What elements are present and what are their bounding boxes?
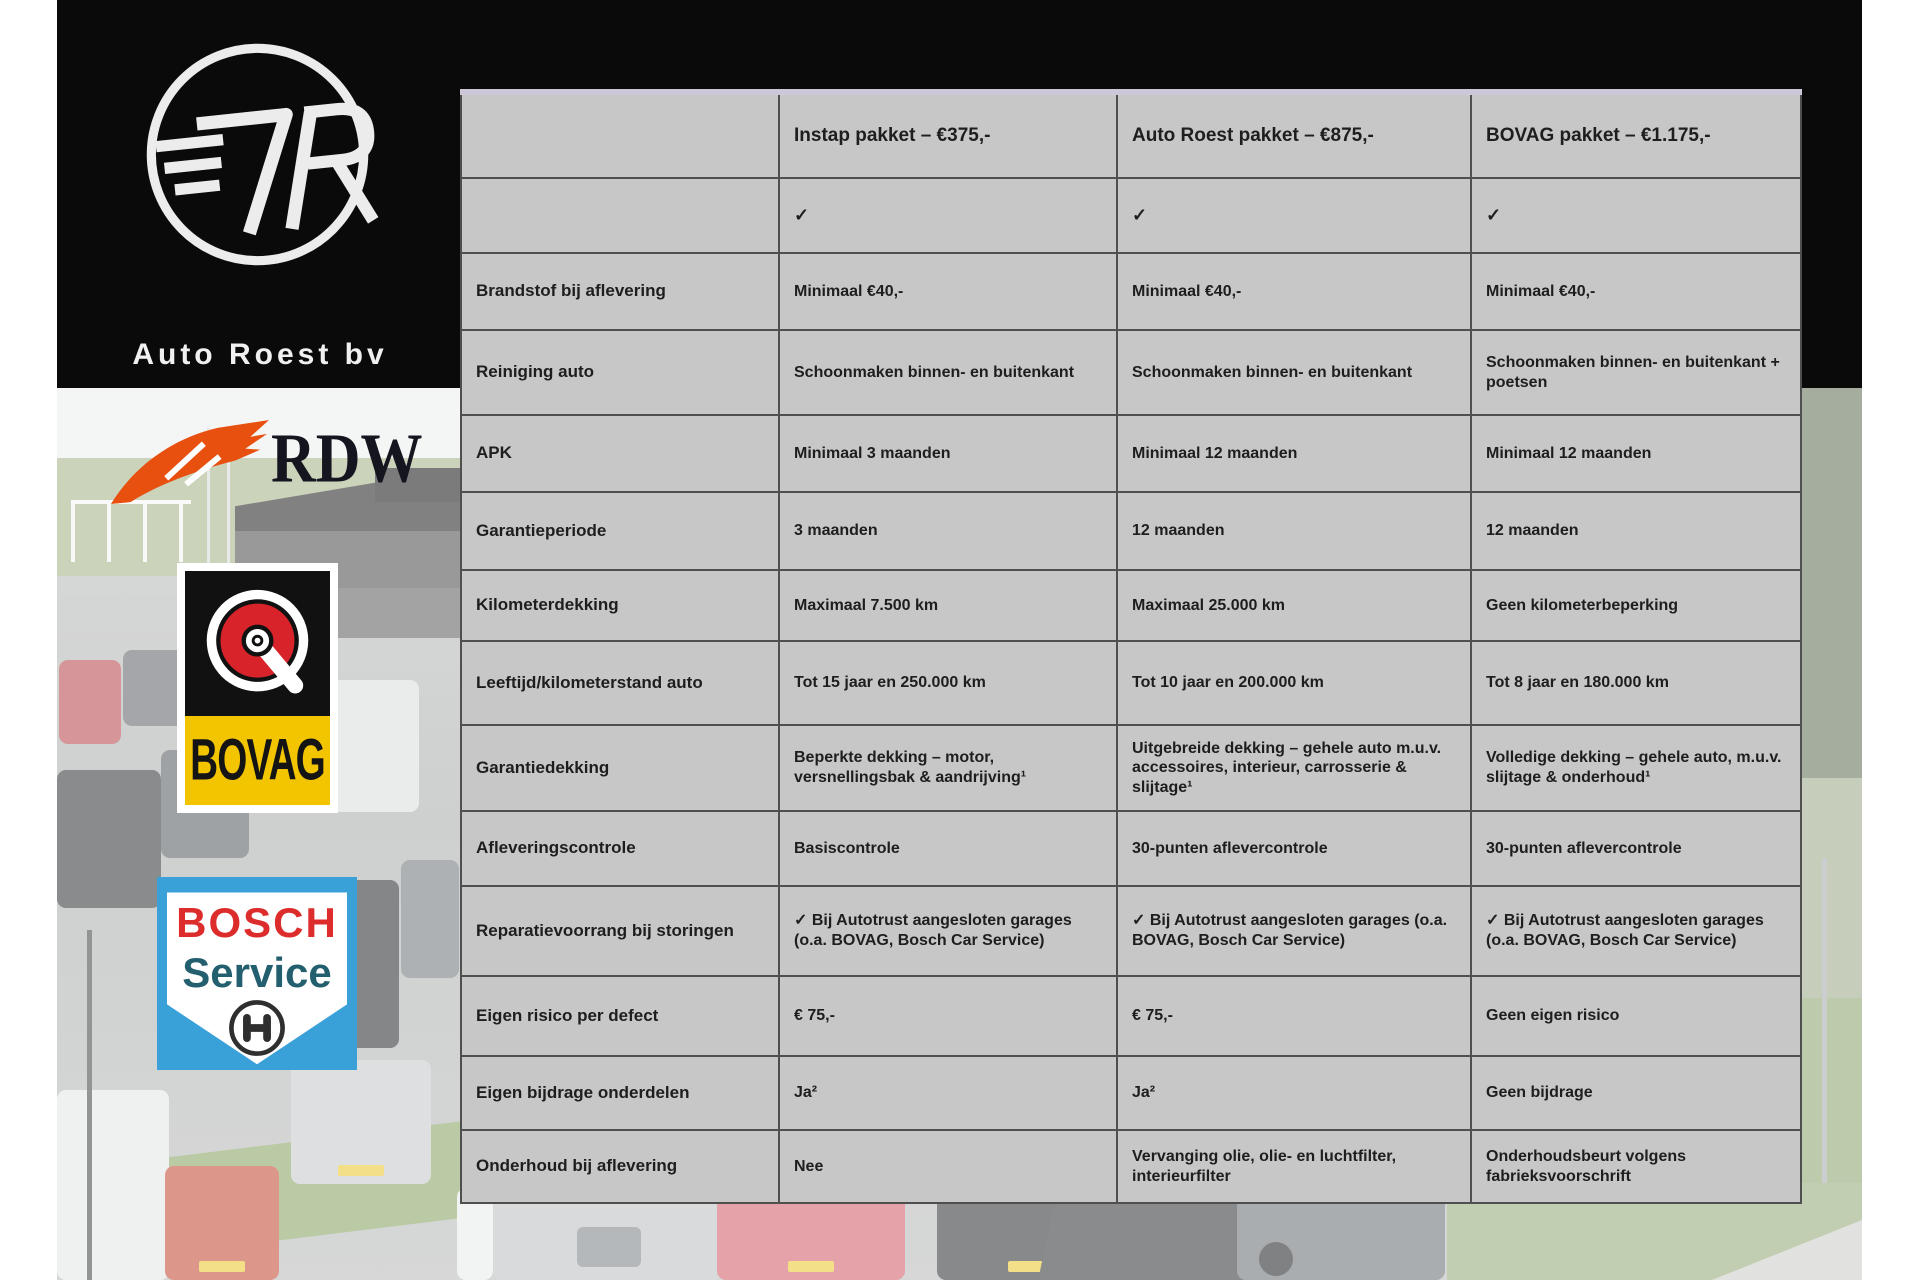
table-row (461, 976, 1801, 1056)
table-header-row (461, 92, 1801, 178)
row-label: Brandstof bij aflevering (461, 253, 779, 330)
bovag-text: BOVAG (190, 727, 325, 793)
table-cell: Maximaal 25.000 km (1117, 570, 1471, 641)
table-cell: Schoonmaken binnen- en buitenkant (779, 330, 1117, 415)
row-label: Afleveringscontrole (461, 811, 779, 886)
table-cell: Geen eigen risico (1471, 976, 1801, 1056)
table-cell: Volledige dekking – gehele auto, m.u.v. slijtage & onderhoud¹ (1471, 725, 1801, 811)
row-label: Eigen risico per defect (461, 976, 779, 1056)
column-header-auto-roest: Auto Roest pakket – €875,- (1117, 92, 1471, 178)
table-cell: ✓ Bij Autotrust aangesloten garages (o.a. BOVAG, Bosch Car Service) (779, 886, 1117, 976)
row-label: Reiniging auto (461, 330, 779, 415)
table-cell: ✓ Bij Autotrust aangesloten garages (o.a. BOVAG, Bosch Car Service) (1117, 886, 1471, 976)
rdw-text: RDW (271, 421, 423, 498)
rdw-logo (105, 412, 423, 517)
row-label (461, 178, 779, 253)
auto-roest-logo-icon (135, 32, 380, 277)
table-cell: Minimaal €40,- (1117, 253, 1471, 330)
row-label: Kilometerdekking (461, 570, 779, 641)
table-cell: 3 maanden (779, 492, 1117, 570)
row-label: APK (461, 415, 779, 492)
table-row (461, 811, 1801, 886)
column-header-empty (461, 92, 779, 178)
table-row (461, 178, 1801, 253)
pakket-comparison-table (460, 89, 1802, 1204)
row-label: Onderhoud bij aflevering (461, 1130, 779, 1203)
table-row (461, 330, 1801, 415)
table-cell: Minimaal 3 maanden (779, 415, 1117, 492)
table-row (461, 1056, 1801, 1130)
bovag-dial-icon (185, 571, 330, 716)
bosch-text: BOSCH (176, 899, 338, 946)
table-row (461, 492, 1801, 570)
table-cell: Onderhoudsbeurt volgens fabrieksvoorschrift (1471, 1130, 1801, 1203)
table-cell: Minimaal €40,- (1471, 253, 1801, 330)
table-cell: Minimaal 12 maanden (1471, 415, 1801, 492)
table-cell: Basiscontrole (779, 811, 1117, 886)
table-cell: € 75,- (1117, 976, 1471, 1056)
table-cell: Ja² (779, 1056, 1117, 1130)
row-label: Garantiedekking (461, 725, 779, 811)
table-cell: Nee (779, 1130, 1117, 1203)
table-row (461, 641, 1801, 725)
bosch-service-logo (157, 877, 357, 1070)
table-cell: ✓ (779, 178, 1117, 253)
column-header-bovag: BOVAG pakket – €1.175,- (1471, 92, 1801, 178)
table-row (461, 725, 1801, 811)
table-row (461, 1130, 1801, 1203)
table-cell: Schoonmaken binnen- en buitenkant + poetsen (1471, 330, 1801, 415)
table-cell: 12 maanden (1471, 492, 1801, 570)
table-cell: 30-punten aflevercontrole (1117, 811, 1471, 886)
table-row (461, 570, 1801, 641)
table-cell: 12 maanden (1117, 492, 1471, 570)
bosch-armature-icon (226, 997, 288, 1059)
table-cell: Beperkte dekking – motor, versnellingsbak & aandrijving¹ (779, 725, 1117, 811)
column-header-instap: Instap pakket – €375,- (779, 92, 1117, 178)
table-row (461, 886, 1801, 976)
table-cell: Tot 8 jaar en 180.000 km (1471, 641, 1801, 725)
bosch-service-text: Service (182, 949, 332, 996)
table-cell: Minimaal €40,- (779, 253, 1117, 330)
brand-name: Auto Roest bv (132, 338, 388, 371)
table-cell: Vervanging olie, olie- en luchtfilter, interieurfilter (1117, 1130, 1471, 1203)
table-cell: Minimaal 12 maanden (1117, 415, 1471, 492)
bovag-yellow-band (185, 716, 330, 805)
row-label: Eigen bijdrage onderdelen (461, 1056, 779, 1130)
table-cell: ✓ Bij Autotrust aangesloten garages (o.a. BOVAG, Bosch Car Service) (1471, 886, 1801, 976)
table-cell: € 75,- (779, 976, 1117, 1056)
table-row (461, 415, 1801, 492)
row-label: Leeftijd/kilometerstand auto (461, 641, 779, 725)
rdw-wing-icon (105, 416, 273, 512)
table-cell: Tot 10 jaar en 200.000 km (1117, 641, 1471, 725)
table-cell: Ja² (1117, 1056, 1471, 1130)
table-cell: Maximaal 7.500 km (779, 570, 1117, 641)
row-label: Reparatievoorrang bij storingen (461, 886, 779, 976)
row-label: Garantieperiode (461, 492, 779, 570)
table-cell: Tot 15 jaar en 250.000 km (779, 641, 1117, 725)
table-cell: ✓ (1117, 178, 1471, 253)
table-cell: Geen bijdrage (1471, 1056, 1801, 1130)
table-cell: 30-punten aflevercontrole (1471, 811, 1801, 886)
table-cell: ✓ (1471, 178, 1801, 253)
table-row (461, 253, 1801, 330)
table-cell: Geen kilometerbeperking (1471, 570, 1801, 641)
table-cell: Uitgebreide dekking – gehele auto m.u.v. accessoires, interieur, carrosserie & slijtage¹ (1117, 725, 1471, 811)
bovag-logo (177, 563, 338, 813)
table-cell: Schoonmaken binnen- en buitenkant (1117, 330, 1471, 415)
